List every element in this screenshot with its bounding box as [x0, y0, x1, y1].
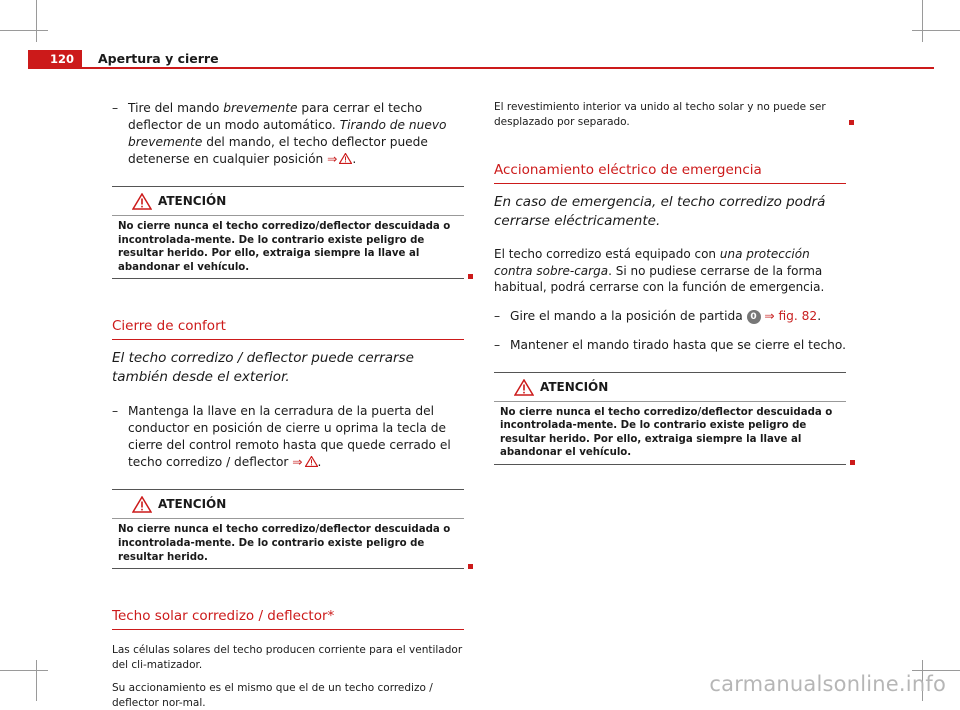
left-column — [112, 100, 464, 710]
bullet-dash: – — [494, 308, 501, 323]
section-end-marker — [849, 120, 854, 125]
page-number: 120 — [28, 50, 82, 68]
warning-title: ATENCIÓN — [158, 194, 227, 208]
position-zero-badge: 0 — [747, 310, 761, 324]
paragraph: Las células solares del techo producen corriente para el ventilador del cli-matizador. — [112, 644, 463, 671]
bullet-dash: – — [494, 337, 501, 352]
warning-triangle-icon — [132, 496, 152, 513]
warning-header — [112, 490, 464, 519]
header-rule — [28, 67, 934, 69]
section-end-marker — [468, 564, 473, 569]
warning-title: ATENCIÓN — [158, 497, 227, 512]
step-item: – Mantener el mando tirado hasta que se cierre el techo. — [494, 337, 846, 352]
section-end-marker — [468, 274, 473, 279]
warning-box — [112, 186, 464, 279]
right-column — [494, 100, 846, 465]
warning-reference-link[interactable]: ⇒ — [292, 455, 317, 469]
warning-reference-link[interactable]: ⇒ — [327, 152, 352, 166]
warning-triangle-icon — [132, 193, 152, 210]
warning-box — [494, 372, 846, 465]
crop-mark — [922, 0, 923, 42]
section-title: Cierre de confort — [112, 318, 226, 335]
warning-text: No cierre nunca el techo corredizo/deflector descuidada o incontrolada-mente. De lo contrario existe peligro de resultar herido. Por ello, extraiga siempre la llave al abandonar el vehículo. — [118, 221, 451, 273]
section-end-marker — [850, 460, 855, 465]
warning-triangle-icon — [339, 153, 352, 164]
crop-mark — [36, 0, 37, 42]
section-heading — [112, 315, 464, 340]
paragraph-block — [494, 100, 846, 129]
crop-mark — [0, 670, 48, 671]
section-heading — [494, 159, 846, 184]
section-heading — [112, 605, 464, 630]
paragraph: El revestimiento interior va unido al techo solar y no puede ser desplazado por separado. — [494, 101, 826, 128]
figure-reference-link[interactable]: ⇒ fig. 82 — [764, 308, 818, 323]
bullet-dash: – — [112, 404, 119, 419]
paragraph: El techo corredizo está equipado con una protección contra sobre-carga. Si no pudiese cerrarse de la forma habitual, podrá cerrarse con la función de emergencia. — [494, 247, 825, 294]
section-title: Accionamiento eléctrico de emergencia — [494, 162, 762, 178]
step-item: – Mantenga la llave en la cerradura de la puerta del conductor en posición de cierre u oprima la tecla de cierre del control remoto hasta que quede cerrado el techo corredizo / deflector ⇒ . — [112, 404, 451, 470]
step-item: – Tire del mando brevemente para cerrar el techo deflector de un modo automático. Tirando de nuevo brevemente del mando, el techo deflector puede detenerse en cualquier posición ⇒ . — [112, 101, 447, 166]
paragraph: Su accionamiento es el mismo que el de un techo corredizo / deflector nor-mal. — [112, 682, 433, 709]
watermark: carmanualsonline.info — [709, 672, 946, 696]
warning-box — [112, 489, 464, 569]
crop-mark — [912, 670, 960, 671]
crop-mark — [912, 30, 960, 31]
warning-text: No cierre nunca el techo corredizo/deflector descuidada o incontrolada-mente. De lo contrario existe peligro de resultar herido. — [118, 524, 451, 563]
bullet-dash: – — [112, 101, 119, 115]
section-title: Techo solar corredizo / deflector* — [112, 608, 335, 625]
warning-title: ATENCIÓN — [540, 379, 609, 394]
warning-triangle-icon — [514, 379, 534, 396]
step-item: – Gire el mando a la posición de partida 0 ⇒ fig. 82. — [494, 308, 822, 323]
warning-triangle-icon — [305, 456, 318, 467]
section-intro: En caso de emergencia, el techo corredizo podrá cerrarse eléctricamente. — [494, 194, 826, 229]
warning-header — [494, 373, 846, 402]
warning-text: No cierre nunca el techo corredizo/deflector descuidada o incontrolada-mente. De lo contrario existe peligro de resultar herido. Por ello, extraiga siempre la llave al abandonar el vehículo. — [500, 406, 833, 459]
crop-mark — [0, 30, 48, 31]
warning-header — [112, 187, 464, 216]
chapter-title: Apertura y cierre — [98, 51, 219, 66]
section-intro: El techo corredizo / deflector puede cerrarse también desde el exterior. — [112, 350, 414, 386]
